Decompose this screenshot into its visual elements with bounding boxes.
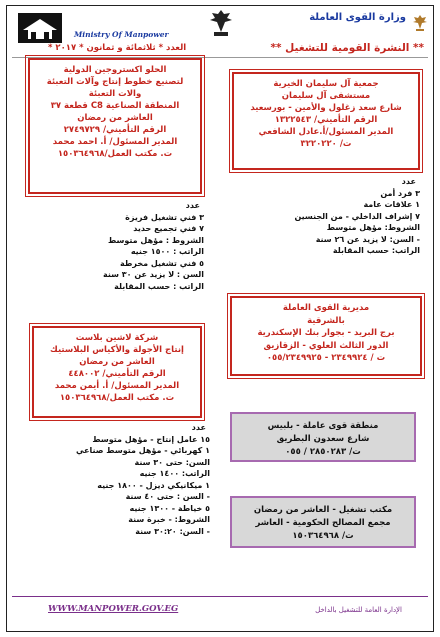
list-item: ٣ فني تشغيل فريزة: [125, 212, 204, 222]
company-address: المنطقة الصناعية C8 قطعة ٣٧: [50, 101, 180, 111]
directorate-region: بالشرقية: [307, 315, 345, 326]
department-name: الإدارة العامة للتشغيل بالداخل: [315, 606, 402, 614]
website-link[interactable]: WWW.MANPOWER.GOV.EG: [48, 604, 179, 614]
count-heading: عدد: [191, 423, 206, 432]
company-line: والات التعبئة: [88, 89, 142, 99]
eagle-emblem-icon: [412, 14, 428, 32]
ministry-logo: [17, 10, 63, 44]
directorate-address: برج البريد - بجوار بنك الإسكندرية: [257, 328, 395, 338]
company-city: العاشر من رمضان: [77, 113, 153, 123]
list-item: ٧ فني تجميع حديد: [133, 224, 204, 233]
list-item: - السن : حتى ٤٠ سنة: [125, 492, 210, 501]
office-address: شارع سعدون البطريق: [276, 434, 370, 444]
issue-number: العدد * ثلاثمائة و ثمانون * ٢٠١٧ *: [48, 43, 187, 53]
company-name: شركة لاشين بلاست: [75, 333, 159, 343]
list-item: ٥ فني تشغيل مخرطة: [120, 258, 204, 268]
bulletin-title: ** النشرة القومية للتشغيل **: [270, 42, 424, 54]
office-name: منطقة قوى عاملة - بلبيس: [267, 421, 379, 431]
insurance-number: الرقم التأميني/ ٤٤٨٠٠٢: [68, 369, 166, 379]
insurance-number: الرقم التأميني/ ٢٧٤٩٧٢٩: [63, 125, 167, 135]
company-name: جمعية آل سليمان الخيرية: [273, 79, 379, 89]
company-line: مستشفى آل سليمان: [281, 91, 371, 101]
directorate-floor: الدور الثالث العلوي - الزقازيق: [263, 340, 389, 351]
list-item: ٣ فرد أمن: [380, 188, 420, 198]
office-box-tenth: [230, 496, 416, 548]
footer-divider: [12, 596, 428, 597]
list-item: السن : لا يزيد عن ٣٠ سنة: [103, 270, 204, 279]
company-box-plastic: [32, 326, 202, 418]
company-line: إنتاج الأجولة والأكياس البلاستيك: [50, 345, 184, 355]
phone-number: ت/ ٢٨٥٠٢٨٣ / ٠٥٥: [285, 447, 361, 457]
phone-number: ت/ ١٥٠٣٦٤٩٦٨: [292, 531, 354, 541]
list-item: الراتب : حسب المقابلة: [114, 281, 204, 291]
jobs-list-halw: [24, 200, 204, 292]
list-item: ١ ميكانيكي ديزل - ١٨٠٠ جنيه: [97, 480, 210, 490]
insurance-number: الرقم التأميني/ ١٣٢٢٥٤٣: [274, 115, 378, 125]
list-item: - السن: ٣٠:٢٠ سنة: [135, 526, 210, 536]
list-item: ١٥ عامل إنتاج - مؤهل متوسط: [92, 434, 210, 444]
count-heading: عدد: [401, 177, 416, 186]
office-box-belbeis: [230, 412, 416, 462]
phone-number: ت/ ٣٢٢٠٢٢٠: [300, 139, 352, 149]
directorate-box: [230, 296, 422, 376]
list-item: الراتب: حسب المقابلة: [332, 246, 420, 255]
manager-name: المدير المسئول/ أ. احمد محمد: [52, 137, 178, 147]
manager-name: المدير المسئول/ أ. أيمن محمد: [54, 381, 180, 391]
company-city: العاشر من رمضان: [79, 357, 155, 367]
ministry-name-ar: وزارة القوى العاملة: [309, 12, 406, 23]
office-name: مكتب تشغيل - العاشر من رمضان: [253, 505, 393, 515]
ministry-name-en: Ministry Of Manpower: [74, 30, 169, 39]
list-item: ١ كهربائي - مؤهل متوسط صناعي: [75, 446, 210, 455]
list-item: - السن: لا يزيد عن ٢٦ سنة: [315, 234, 420, 244]
manager-name: المدير المسئول/أ.عادل الشافعي: [258, 127, 394, 137]
company-name: الحلو اكستروجين الدولية: [63, 65, 167, 75]
jobs-list-charity: [220, 176, 420, 257]
list-item: السن: حتى ٣٠ سنة: [134, 457, 210, 467]
office-address: مجمع المصالح الحكومية - العاشر: [255, 518, 391, 528]
jobs-list-plastic: [20, 422, 210, 537]
list-item: الشروط : مؤهل متوسط: [107, 235, 204, 245]
phone-number: ت / ٢٣٤٩٩٢٤ - ٠٥٥/٢٣٤٩٩٢٥: [266, 353, 386, 363]
company-box-halw: [28, 58, 202, 194]
phone-number: ت. مكتب العمل/١٥٠٣٦٤٩٦٨: [59, 393, 175, 403]
list-item: ٥ خياطة - ١٣٠٠ جنيه: [129, 503, 210, 513]
list-item: الشروط: مؤهل متوسط: [326, 223, 420, 232]
list-item: الراتب: ١٤٠٠ جنيه: [139, 469, 210, 478]
company-line: لتصنيع خطوط إنتاج وآلات التعبئة: [46, 77, 184, 87]
eagle-emblem-icon: [208, 8, 234, 38]
count-heading: عدد: [185, 201, 200, 210]
list-item: ٧ إشراف الداخلي - من الجنسين: [294, 211, 420, 221]
company-address: شارع سعد زغلول والأمين - بورسعيد: [250, 103, 402, 113]
list-item: ١ علاقات عامة: [363, 200, 420, 209]
list-item: الشروط: - خبرة سنة: [128, 515, 210, 524]
company-box-charity: [232, 72, 420, 170]
list-item: الراتب : ١٥٠٠ جنيه: [130, 247, 204, 256]
directorate-name: مديرية القوى العاملة: [282, 303, 370, 313]
phone-number: ت. مكتب العمل/١٥٠٣٦٤٩٦٨: [57, 149, 173, 159]
